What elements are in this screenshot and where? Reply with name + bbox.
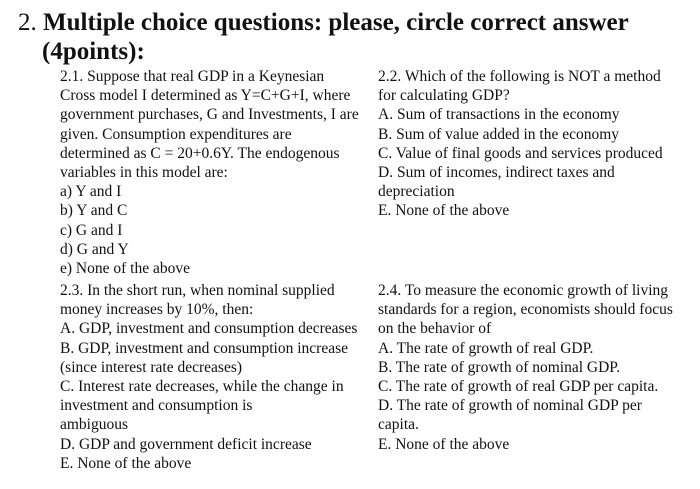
- answer-option-b-cont[interactable]: (since interest rate decreases): [60, 358, 243, 376]
- answer-option-c-cont[interactable]: investment and consumption is: [60, 397, 253, 415]
- answer-option-c[interactable]: C. Interest rate decreases, while the change in: [60, 377, 344, 395]
- answer-option-b[interactable]: B. GDP, investment and consumption increase: [60, 339, 348, 357]
- answer-option-d[interactable]: D. Sum of incomes, indirect taxes and: [378, 163, 615, 181]
- question-2-1: [60, 67, 359, 278]
- answer-option-d-cont[interactable]: capita.: [378, 416, 419, 434]
- section-heading: Multiple choice questions: please, circle correct answer: [43, 9, 629, 36]
- answer-option-b[interactable]: B. The rate of growth of nominal GDP.: [378, 358, 621, 376]
- answer-option-d[interactable]: D. The rate of growth of nominal GDP per: [378, 397, 642, 415]
- question-2-4: [378, 281, 673, 454]
- question-text-line: given. Consumption expenditures are: [60, 125, 292, 143]
- question-text-line: 2.2. Which of the following is NOT a method: [378, 68, 661, 85]
- answer-option-c[interactable]: C. Value of final goods and services produced: [378, 144, 663, 162]
- answer-option-d-cont[interactable]: depreciation: [378, 183, 455, 201]
- answer-option-d[interactable]: D. GDP and government deficit increase: [60, 435, 312, 453]
- answer-option-e[interactable]: E. None of the above: [60, 454, 192, 472]
- question-text-line: on the behavior of: [378, 320, 492, 338]
- answer-option-e[interactable]: e) None of the above: [60, 259, 190, 277]
- question-text-line: Cross model I determined as Y=C+G+I, where: [60, 87, 351, 105]
- answer-option-a[interactable]: A. GDP, investment and consumption decreases: [60, 320, 358, 338]
- answer-option-e[interactable]: E. None of the above: [378, 202, 510, 220]
- answer-option-a[interactable]: A. Sum of transactions in the economy: [378, 106, 620, 124]
- question-text-line: money increases by 10%, then:: [60, 301, 254, 319]
- answer-option-b[interactable]: B. Sum of value added in the economy: [378, 125, 620, 143]
- answer-option-c-cont[interactable]: ambiguous: [60, 416, 129, 434]
- answer-option-c[interactable]: c) G and I: [60, 221, 123, 239]
- question-text-line: 2.1. Suppose that real GDP in a Keynesian: [60, 68, 325, 85]
- title-line-1: [18, 8, 688, 37]
- answer-option-a[interactable]: A. The rate of growth of real GDP.: [378, 339, 594, 357]
- question-text-line: government purchases, G and Investments, I are: [60, 106, 359, 124]
- question-2-3: [60, 281, 357, 473]
- section-number: 2.: [18, 9, 37, 36]
- answer-option-e[interactable]: E. None of the above: [378, 435, 510, 453]
- question-text-line: 2.4. To measure the economic growth of living: [378, 282, 669, 299]
- section-title: [18, 8, 688, 66]
- question-text-line: variables in this model are:: [60, 163, 228, 181]
- answer-option-d[interactable]: d) G and Y: [60, 240, 129, 258]
- question-text-line: for calculating GDP?: [378, 87, 510, 105]
- question-text-line: standards for a region, economists should focus: [378, 301, 673, 319]
- answer-option-b[interactable]: b) Y and C: [60, 202, 128, 220]
- answer-option-a[interactable]: a) Y and I: [60, 183, 122, 201]
- title-line-2: (4points):: [42, 38, 145, 65]
- answer-option-c[interactable]: C. The rate of growth of real GDP per capita.: [378, 377, 659, 395]
- question-2-2: [378, 67, 663, 221]
- question-text-line: determined as C = 20+0.6Y. The endogenous: [60, 144, 340, 162]
- question-text-line: 2.3. In the short run, when nominal supplied: [60, 282, 335, 299]
